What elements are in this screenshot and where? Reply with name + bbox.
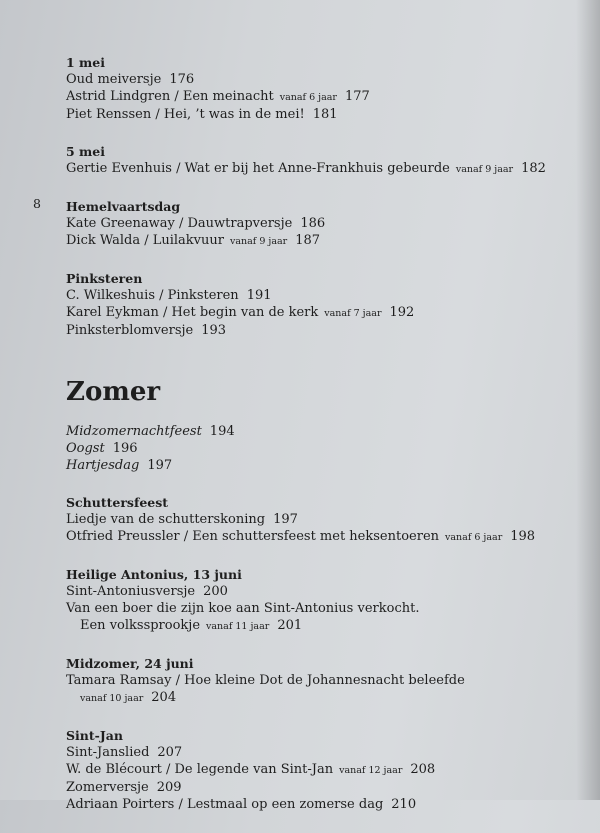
toc-entry (66, 744, 566, 761)
page-number: 8 (33, 196, 41, 211)
entry-title: Sint-Janslied (66, 745, 150, 760)
entry-page: 201 (277, 618, 303, 633)
section-5-mei (66, 143, 566, 178)
section-heading: Heilige Antonius, 13 juni (66, 567, 242, 582)
entry-page: 194 (209, 424, 235, 439)
toc-entry (66, 583, 566, 600)
entry-page: 176 (169, 72, 195, 87)
section-schuttersfeest (66, 494, 566, 546)
entry-title: Zomerversje (66, 780, 149, 795)
entry-title: Oud meiversje (66, 72, 162, 87)
entry-page: 197 (273, 512, 298, 527)
toc-entry (66, 528, 566, 546)
entry-age: vanaf 9 jaar (455, 164, 514, 175)
section-heading: 5 mei (66, 144, 105, 159)
toc-entry (66, 600, 566, 617)
entry-title: Hartjesdag (66, 458, 140, 473)
toc-entry (66, 511, 566, 528)
toc-entry (66, 215, 566, 232)
section-heading: 1 mei (66, 55, 105, 70)
section-1-mei (66, 54, 566, 123)
toc-entry (66, 304, 566, 322)
entry-age: vanaf 9 jaar (229, 236, 288, 247)
page-edge-shadow (576, 0, 600, 800)
entry-title: Astrid Lindgren / Een meinacht (66, 89, 274, 104)
entry-page: 204 (151, 690, 177, 705)
entry-page: 207 (157, 745, 183, 760)
toc-entry-continuation (66, 689, 566, 707)
entry-title: Adriaan Poirters / Lestmaal op een zomerse dag (66, 797, 384, 812)
section-heading: Pinksteren (66, 271, 143, 286)
entry-title: Oogst (66, 441, 105, 456)
section-zomer-intro (66, 423, 566, 474)
chapter-heading-zomer: Zomer (66, 377, 161, 407)
entry-page: 187 (295, 233, 321, 248)
entry-page: 200 (203, 584, 228, 599)
section-heading: Sint-Jan (66, 728, 123, 743)
entry-title: Pinksterblomversje (66, 323, 194, 338)
toc-entry (66, 88, 566, 106)
entry-page: 192 (389, 305, 415, 320)
entry-page: 191 (246, 288, 272, 303)
entry-title: Sint-Antoniusversje (66, 584, 196, 599)
toc-entry (66, 106, 566, 123)
entry-title: C. Wilkeshuis / Pinksteren (66, 288, 239, 303)
section-heading: Hemelvaartsdag (66, 199, 181, 214)
toc-entry (66, 232, 566, 250)
entry-age: vanaf 7 jaar (324, 308, 382, 319)
toc-entry (66, 287, 566, 304)
entry-age: vanaf 6 jaar (445, 532, 503, 543)
entry-page: 198 (510, 529, 536, 544)
section-heading: Midzomer, 24 juni (66, 656, 194, 671)
toc-entry (66, 761, 566, 779)
entry-page: 197 (147, 458, 173, 473)
entry-age: vanaf 10 jaar (80, 693, 144, 704)
entry-age: vanaf 6 jaar (279, 92, 337, 103)
entry-title: Midzomernachtfeest (66, 424, 202, 439)
entry-title: Tamara Ramsay / Hoe kleine Dot de Johannesnacht beleefde (66, 673, 465, 688)
entry-title: Een volkssprookje (80, 618, 201, 633)
toc-entry (66, 779, 566, 796)
entry-page: 186 (300, 216, 326, 231)
entry-page: 182 (521, 161, 546, 176)
toc-entry (66, 71, 566, 88)
entry-title: W. de Blécourt / De legende van Sint-Jan (66, 762, 334, 777)
toc-entry (66, 440, 566, 457)
toc-entry (66, 160, 566, 178)
section-pinksteren (66, 270, 566, 339)
entry-title: Kate Greenaway / Dauwtrapversje (66, 216, 293, 231)
entry-page: 210 (391, 797, 417, 812)
toc-entry (66, 796, 566, 813)
section-sint-jan (66, 727, 566, 813)
section-midzomer (66, 655, 566, 707)
entry-page: 208 (410, 762, 436, 777)
section-heilige-antonius (66, 566, 566, 635)
entry-title: Gertie Evenhuis / Wat er bij het Anne-Frankhuis gebeurde (66, 161, 450, 176)
toc-entry (66, 672, 566, 689)
entry-title: Liedje van de schutterskoning (66, 512, 266, 527)
section-hemelvaartsdag (66, 198, 566, 250)
entry-age: vanaf 12 jaar (339, 765, 403, 776)
entry-page: 209 (156, 780, 182, 795)
section-heading: Schuttersfeest (66, 495, 169, 510)
entry-page: 196 (112, 441, 138, 456)
entry-page: 193 (201, 323, 227, 338)
toc-entry (66, 423, 566, 440)
entry-page: 181 (312, 107, 338, 122)
toc-entry (66, 322, 566, 339)
entry-page: 177 (344, 89, 370, 104)
toc-entry-continuation (66, 617, 566, 635)
entry-title: Piet Renssen / Hei, ’t was in de mei! (66, 107, 305, 122)
toc-content (66, 54, 566, 833)
entry-title: Karel Eykman / Het begin van de kerk (66, 305, 319, 320)
entry-title: Dick Walda / Luilakvuur (66, 233, 224, 248)
entry-title: Otfried Preussler / Een schuttersfeest met heksentoeren (66, 529, 440, 544)
toc-entry (66, 457, 566, 474)
entry-title: Van een boer die zijn koe aan Sint-Antonius verkocht. (66, 601, 420, 616)
entry-age: vanaf 11 jaar (206, 621, 270, 632)
